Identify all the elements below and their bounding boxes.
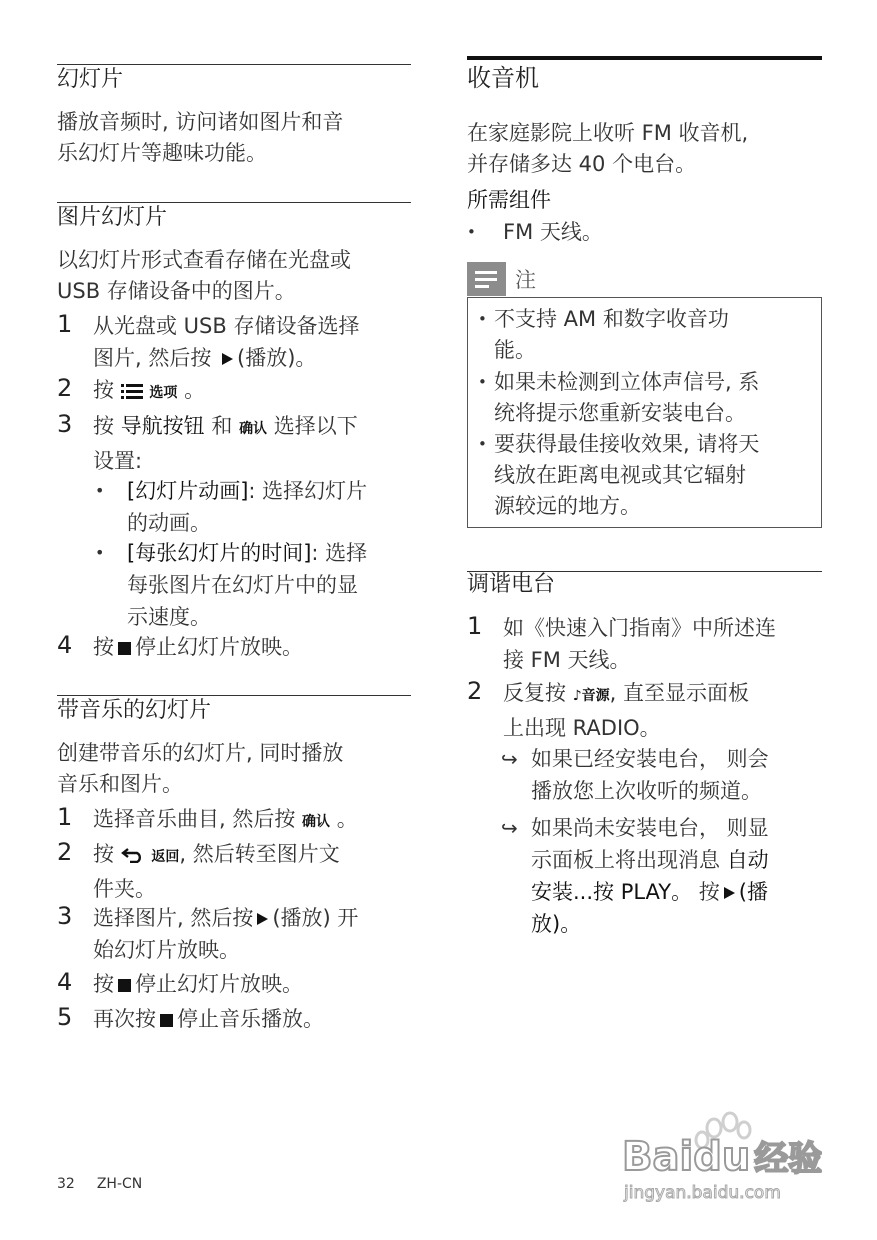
tune-step-2: 2 反复按 ♪音源, 直至显示面板 上出现 RADIO。 <box>467 677 749 740</box>
section-rule <box>57 695 411 696</box>
section-rule <box>57 64 411 65</box>
heading-radio: 收音机 <box>467 64 539 92</box>
note-item: • 要获得最佳接收效果, 请将天 线放在距离电视或其它辐射 源较远的地方。 <box>478 432 760 518</box>
radio-description: 在家庭影院上收听 FM 收音机, 并存储多达 40 个电台。 <box>467 121 749 176</box>
left-column <box>57 0 411 1240</box>
stop-icon <box>118 642 131 655</box>
chapter-rule <box>467 56 822 60</box>
right-column <box>467 0 822 1240</box>
music-step-3: 3 选择图片, 然后按 (播放) 开 始幻灯片放映。 <box>57 902 359 962</box>
play-icon <box>724 887 735 899</box>
heading-music-slideshow: 带音乐的幻灯片 <box>57 698 212 723</box>
watermark-brand-jingyan: 经验 <box>754 1139 822 1179</box>
stop-icon <box>118 979 131 992</box>
options-icon <box>121 383 143 399</box>
music-step-2: 2 按 返回, 然后转至图片文 件夹。 <box>57 838 340 901</box>
bullet-slideshow-animation: • [幻灯片动画]: 选择幻灯片 的动画。 <box>95 479 368 535</box>
heading-slideshow: 幻灯片 <box>57 67 124 92</box>
baidu-jingyan-watermark <box>622 1108 822 1203</box>
stop-icon <box>160 1014 173 1027</box>
result-2: ↪ 如果尚未安装电台， 则显 示面板上将出现消息 自动 安装...按 PLAY。 按 (播 放)。 <box>531 812 823 940</box>
language-code: ZH-CN <box>96 1176 143 1192</box>
slideshow-description: 播放音频时, 访问诸如图片和音 乐幻灯片等趣味功能。 <box>57 110 344 165</box>
heading-required-components: 所需组件 <box>467 188 551 212</box>
step-3: 3 按 导航按钮 和 确认 选择以下 设置: <box>57 410 358 473</box>
note-icon <box>467 262 506 296</box>
play-icon <box>257 913 268 925</box>
section-rule <box>57 202 411 203</box>
back-icon <box>121 847 145 863</box>
bullet-slide-time: • [每张幻灯片的时间]: 选择 每张图片在幻灯片中的显 示速度。 <box>95 541 368 629</box>
result-arrow-icon: ↪ <box>501 816 518 840</box>
watermark-brand-du: du <box>693 1134 751 1180</box>
svg-text:Baidu经验 <box>622 1134 822 1180</box>
music-step-4: 4 按 停止幻灯片放映。 <box>57 968 303 996</box>
music-step-5: 5 再次按 停止音乐播放。 <box>57 1003 324 1031</box>
result-arrow-icon: ↪ <box>501 747 518 771</box>
note-box <box>467 297 822 528</box>
step-1: 1 从光盘或 USB 存储设备选择 图片, 然后按 (播放)。 <box>57 310 360 370</box>
watermark-url: jingyan.baidu.com <box>624 1183 781 1203</box>
step-2: 2 按 选项 。 <box>57 374 206 402</box>
result-1: ↪ 如果已经安装电台， 则会 播放您上次收听的频道。 <box>531 743 821 807</box>
watermark-brand-bai: Bai <box>622 1134 694 1180</box>
note-title: 注 <box>515 268 536 292</box>
tune-step-1: 1 如《快速入门指南》中所述连 接 FM 天线。 <box>467 612 776 672</box>
required-item: • FM 天线。 <box>467 220 603 244</box>
music-note-icon: ♪ <box>572 688 582 704</box>
heading-tune: 调谐电台 <box>467 572 556 597</box>
step-4: 4 按 停止幻灯片放映。 <box>57 631 303 659</box>
music-step-1: 1 选择音乐曲目, 然后按 确认 。 <box>57 803 358 831</box>
note-item: • 如果未检测到立体声信号, 系 统将提示您重新安装电台。 <box>478 370 760 425</box>
page-footer <box>57 1176 142 1192</box>
heading-photo-slideshow: 图片幻灯片 <box>57 205 168 230</box>
music-slideshow-description: 创建带音乐的幻灯片, 同时播放 音乐和图片。 <box>57 741 344 796</box>
play-icon <box>222 353 233 365</box>
note-item: • 不支持 AM 和数字收音功 能。 <box>478 307 729 362</box>
photo-slideshow-description: 以幻灯片形式查看存储在光盘或 USB 存储设备中的图片。 <box>57 248 351 303</box>
page-number: 32 <box>57 1176 75 1192</box>
